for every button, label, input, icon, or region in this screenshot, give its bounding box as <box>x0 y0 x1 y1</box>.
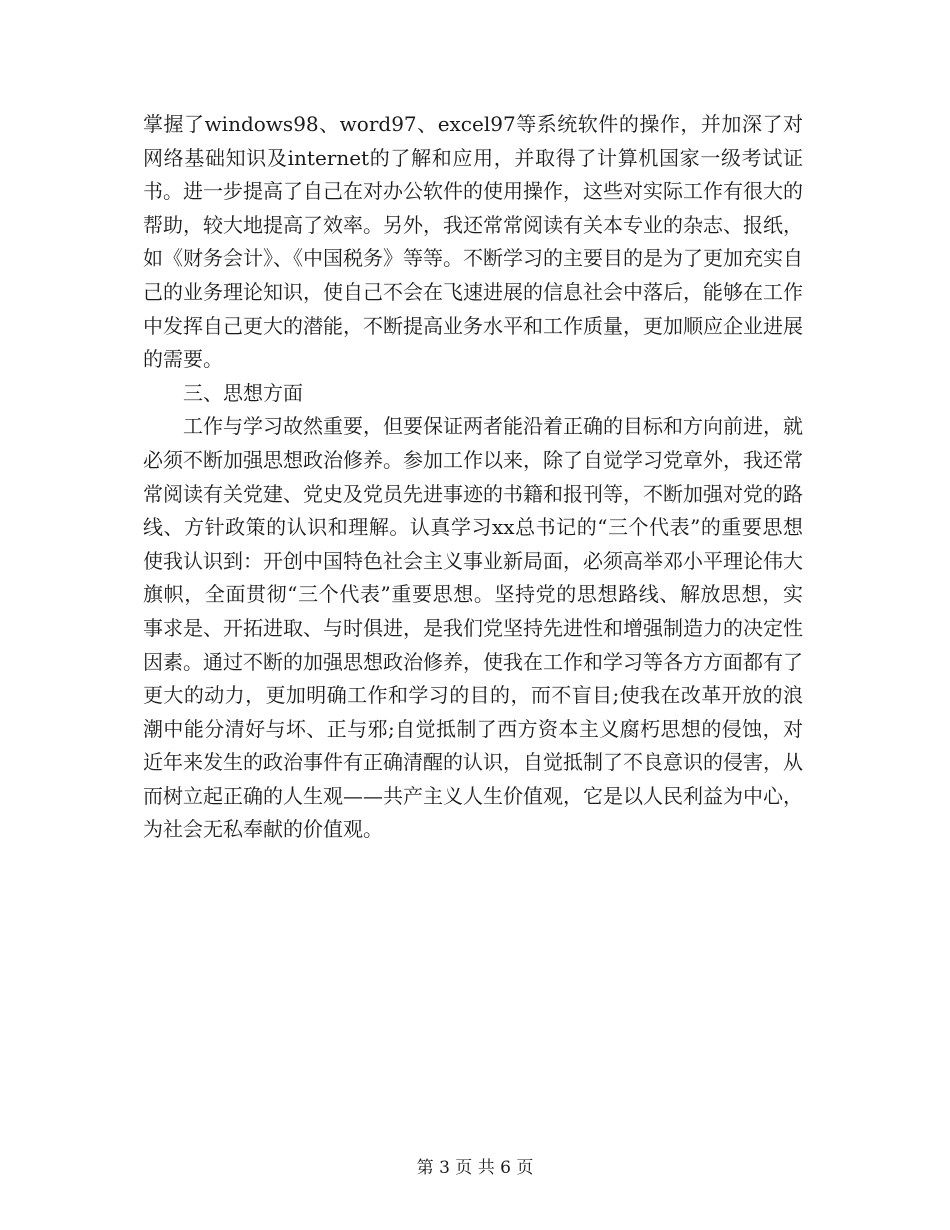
paragraph-ideology: 工作与学习故然重要，但要保证两者能沿着正确的目标和方向前进，就必须不断加强思想政治修养。参加工作以来，除了自觉学习党章外，我还常常阅读有关党建、党史及党员先进事迹的书籍和报刊等，不断加强对党的路线、方针政策的认识和理解。认真学习xx总书记的“三个代表”的重要思想使我认识到：开创中国特色社会主义事业新局面，必须高举邓小平理论伟大旗帜，全面贯彻“三个代表”重要思想。坚持党的思想路线、解放思想，实事求是、开拓进取、与时俱进，是我们党坚持先进性和增强制造力的决定性因素。通过不断的加强思想政治修养，使我在工作和学习等各方方面都有了更大的动力，更加明确工作和学习的目的，而不盲目;使我在改革开放的浪潮中能分清好与坏、正与邪;自觉抵制了西方资本主义腐朽思想的侵蚀，对近年来发生的政治事件有正确清醒的认识，自觉抵制了不良意识的侵害，从而树立起正确的人生观——共产主义人生价值观，它是以人民利益为中心，为社会无私奉献的价值观。 <box>143 414 803 842</box>
document-body <box>143 108 803 847</box>
page-number-footer: 第 3 页 共 6 页 <box>416 1158 534 1178</box>
section-heading-ideology: 三、思想方面 <box>183 380 303 405</box>
paragraph-software-study: 掌握了windows98、word97、excel97等系统软件的操作，并加深了对网络基础知识及internet的了解和应用，并取得了计算机国家一级考试证书。进一步提高了自己在对办公软件的使用操作，这些对实际工作有很大的帮助，较大地提高了效率。另外，我还常常阅读有关本专业的杂志、报纸，如《财务会计》、《中国税务》等等。不断学习的主要目的是为了更加充实自己的业务理论知识，使自己不会在飞速进展的信息社会中落后，能够在工作中发挥自己更大的潜能，不断提高业务水平和工作质量，更加顺应企业进展的需要。 <box>143 112 803 372</box>
